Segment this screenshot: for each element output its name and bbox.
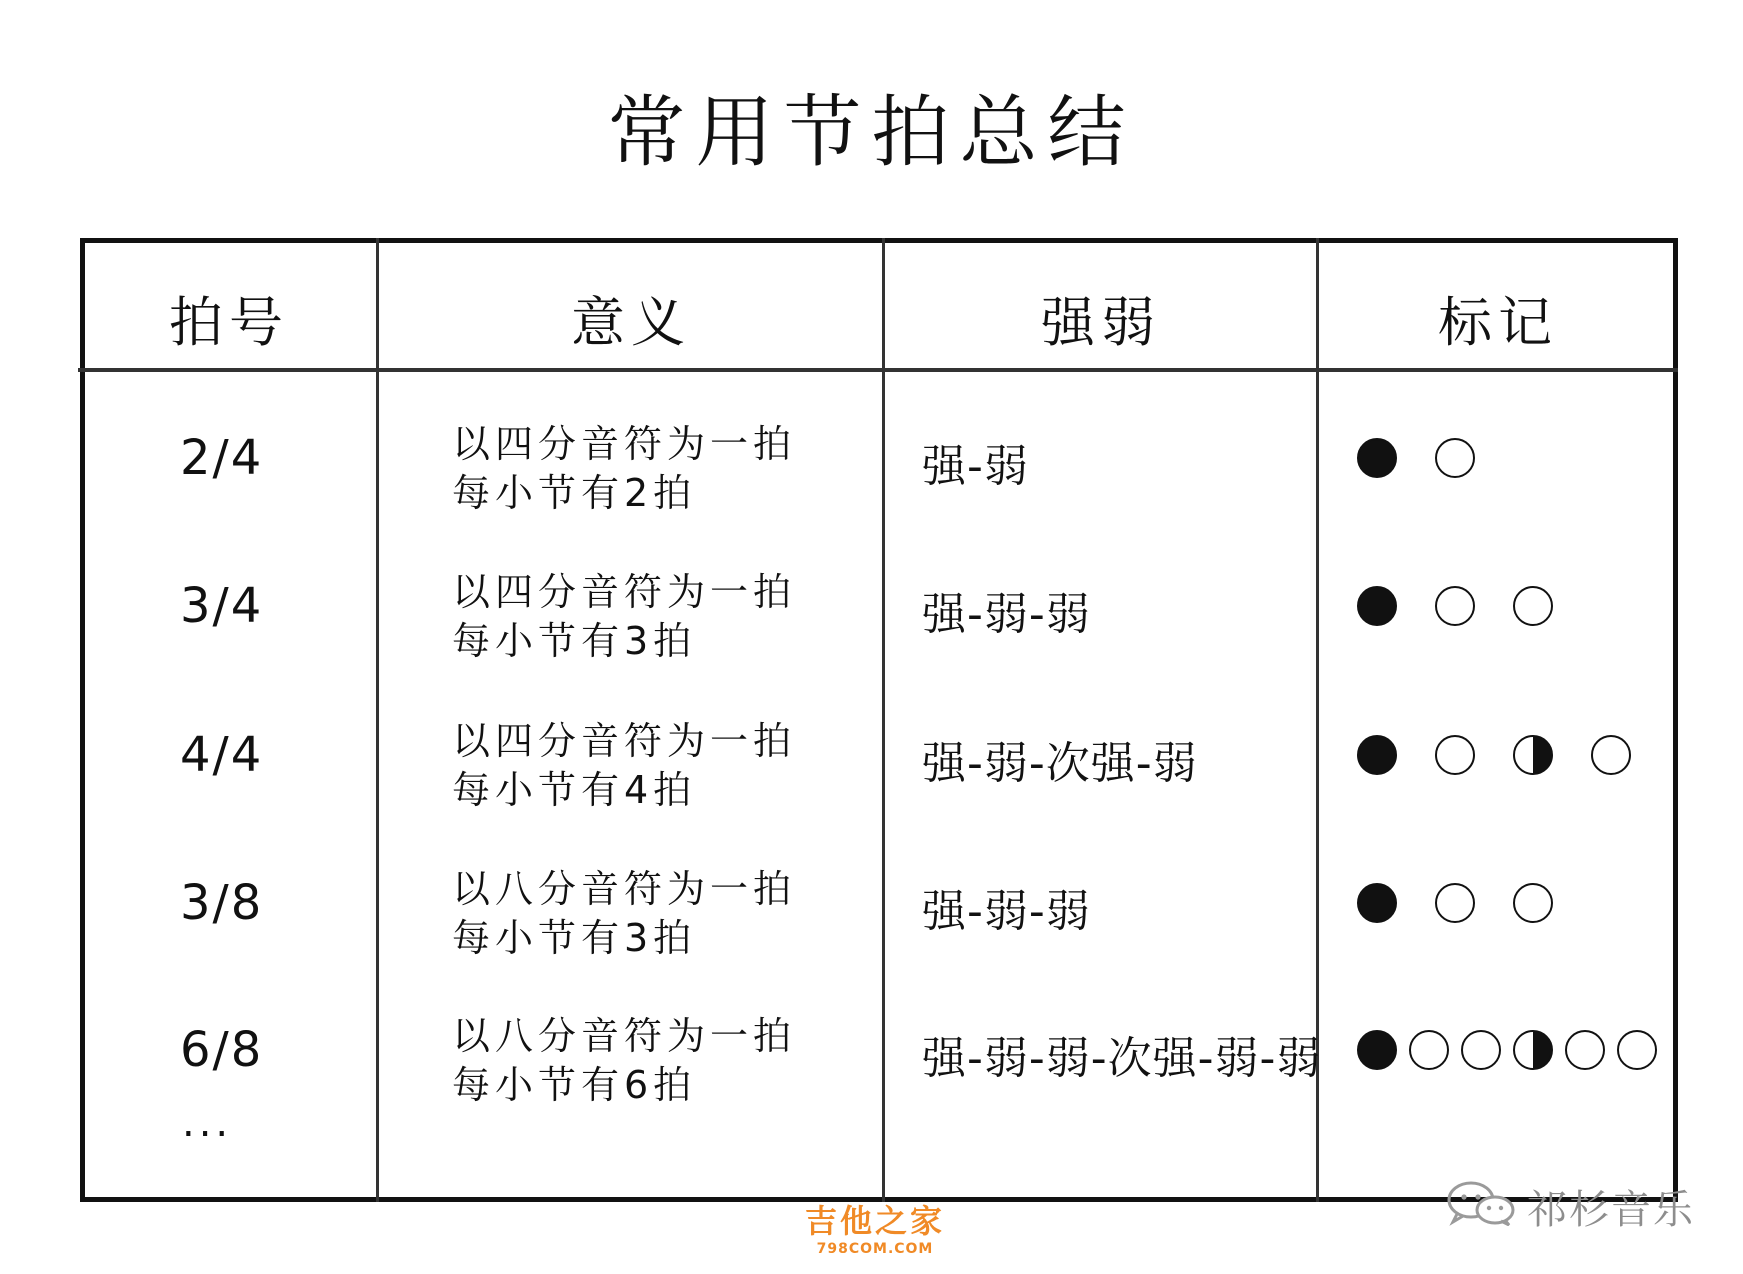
time-signature: 6/8 xyxy=(180,1022,264,1078)
meaning xyxy=(452,420,796,518)
strength-pattern: 强-弱 xyxy=(922,441,1029,492)
open-circle-icon xyxy=(1435,586,1475,626)
meaning-line: 以八分音符为一拍 xyxy=(452,1014,797,1058)
header-divider xyxy=(78,368,1678,372)
meaning-line: 每小节有2拍 xyxy=(452,471,697,515)
meaning-line: 每小节有3拍 xyxy=(452,916,697,960)
header-time-signature: 拍号 xyxy=(169,291,289,354)
meaning xyxy=(452,865,796,963)
header-strength: 强弱 xyxy=(1041,291,1161,354)
time-signature: 3/8 xyxy=(180,875,264,931)
table-row xyxy=(0,1014,1743,1142)
filled-circle-icon xyxy=(1357,883,1397,923)
table-row xyxy=(0,422,1743,550)
open-circle-icon xyxy=(1591,735,1631,775)
filled-circle-icon xyxy=(1357,586,1397,626)
open-circle-icon xyxy=(1461,1030,1501,1070)
strength-pattern: 强-弱-弱 xyxy=(922,589,1091,640)
site-watermark-url: 798COM.COM xyxy=(816,1241,934,1257)
half-filled-circle-icon xyxy=(1513,735,1553,775)
time-signature: 4/4 xyxy=(180,727,264,783)
open-circle-icon xyxy=(1435,883,1475,923)
wechat-watermark xyxy=(1445,1178,1695,1233)
open-circle-icon xyxy=(1435,438,1475,478)
open-circle-icon xyxy=(1565,1030,1605,1070)
meaning-line: 每小节有6拍 xyxy=(452,1063,697,1107)
meaning xyxy=(452,1012,796,1110)
header-marks: 标记 xyxy=(1438,291,1558,354)
table-row xyxy=(0,570,1743,698)
meaning xyxy=(452,568,796,666)
strength-pattern: 强-弱-弱 xyxy=(922,886,1091,937)
meaning-line: 以四分音符为一拍 xyxy=(452,570,797,614)
strength-pattern: 强-弱-次强-弱 xyxy=(922,738,1198,789)
filled-circle-icon xyxy=(1357,735,1397,775)
time-signature: 2/4 xyxy=(180,430,264,486)
header-meaning: 意义 xyxy=(571,291,691,354)
meaning xyxy=(452,717,796,815)
strength-pattern: 强-弱-弱-次强-弱-弱 xyxy=(922,1033,1322,1084)
site-watermark xyxy=(800,1202,950,1258)
open-circle-icon xyxy=(1409,1030,1449,1070)
meaning-line: 以四分音符为一拍 xyxy=(452,719,797,763)
site-watermark-name: 吉他之家 xyxy=(804,1202,945,1240)
wechat-icon xyxy=(1445,1180,1517,1230)
meaning-line: 以四分音符为一拍 xyxy=(452,422,797,466)
open-circle-icon xyxy=(1513,586,1553,626)
meaning-line: 每小节有4拍 xyxy=(452,768,697,812)
half-filled-circle-icon xyxy=(1513,1030,1553,1070)
table-row xyxy=(0,867,1743,995)
filled-circle-icon xyxy=(1357,438,1397,478)
time-signature: 3/4 xyxy=(180,578,264,634)
table-row xyxy=(0,719,1743,847)
page-title: 常用节拍总结 xyxy=(607,88,1136,178)
wechat-watermark-text: 祁杉音乐 xyxy=(1527,1187,1695,1233)
open-circle-icon xyxy=(1513,883,1553,923)
meaning-line: 以八分音符为一拍 xyxy=(452,867,797,911)
more-ellipsis: ... xyxy=(182,1100,233,1146)
meaning-line: 每小节有3拍 xyxy=(452,619,697,663)
open-circle-icon xyxy=(1617,1030,1657,1070)
filled-circle-icon xyxy=(1357,1030,1397,1070)
open-circle-icon xyxy=(1435,735,1475,775)
